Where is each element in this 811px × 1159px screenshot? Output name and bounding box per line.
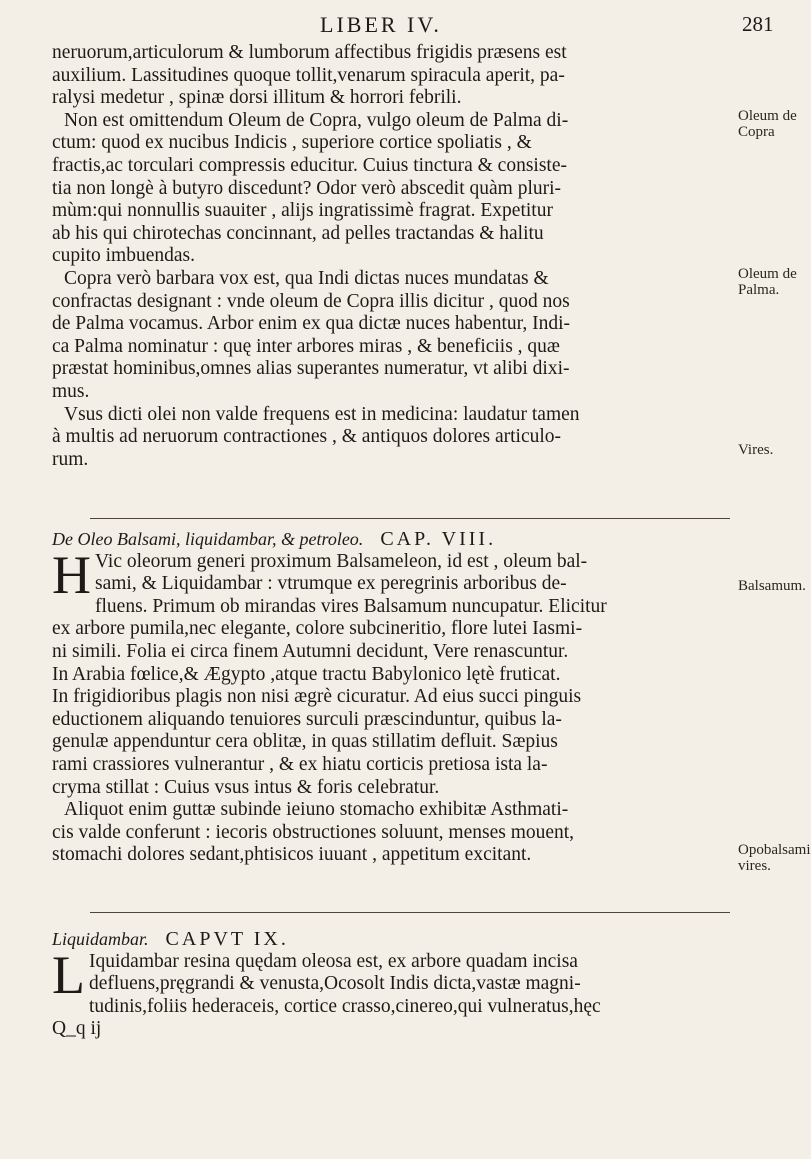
text-line: ralysi medetur , spinæ dorsi illitum & horrori febrili.: [52, 87, 462, 109]
chapter-heading: [52, 928, 732, 951]
text-line: ctum: quod ex nucibus Indicis , superiore cortice spoliatis , &: [52, 132, 532, 154]
text-line: Aliquot enim guttæ subinde ieiuno stomacho exhibitæ Asthmati-: [64, 799, 569, 821]
text-line: genulæ appenduntur cera oblitæ, in quas stillatim defluit. Sæpius: [52, 731, 558, 753]
running-head: LIBER IV.: [320, 12, 442, 37]
text-line: stomachi dolores sedant,phtisicos iuuant , appetitum excitant.: [52, 844, 532, 866]
text-line: rami crassiores vulnerantur , & ex hiatu corticis pretiosa ista la-: [52, 753, 548, 775]
drop-initial: H: [52, 544, 91, 605]
text-line: tia non longè à butyro discedunt? Odor verò abscedit quàm pluri-: [52, 177, 562, 199]
chapter-9: [52, 928, 732, 1041]
text-line: ni simili. Folia ei circa finem Autumni decidunt, Vere renascuntur.: [52, 640, 569, 662]
page-number: 281: [742, 12, 774, 36]
text-line: Iquidambar resina quędam oleosa est, ex arbore quadam incisa: [89, 950, 578, 972]
text-line: de Palma vocamus. Arbor enim ex qua dictæ nuces habentur, Indi-: [52, 313, 570, 335]
text-line: Non est omittendum Oleum de Copra, vulgo oleum de Palma di-: [64, 109, 569, 131]
text-line: Vsus dicti olei non valde frequens est in medicina: laudatur tamen: [64, 403, 580, 425]
margin-note-balsamum: Balsamum.: [738, 578, 806, 594]
section-divider: [90, 518, 730, 519]
text-line: In frigidioribus plagis non nisi ægrè cicuratur. Ad eius succi pinguis: [52, 686, 582, 708]
chapter-number: CAPVT IX.: [165, 928, 289, 950]
text-line: cupito imbuendas.: [52, 245, 195, 267]
margin-note-opobalsami: Opobalsami vires.: [738, 842, 811, 874]
text-line: rum.: [52, 448, 89, 470]
text-line: Copra verò barbara vox est, qua Indi dictas nuces mundatas &: [64, 267, 549, 289]
drop-initial: L: [52, 944, 85, 1005]
chapter-title: Liquidambar.: [52, 929, 149, 949]
text-line: ex arbore pumila,nec elegante, colore subcineritio, flore lutei Iasmi-: [52, 618, 583, 640]
text-line: neruorum,articulorum & lumborum affectibus frigidis præsens est: [52, 42, 567, 63]
text-line: sami, & Liquidambar : vtrumque ex peregrinis arboribus de-: [95, 573, 567, 595]
text-line: In Arabia fœlice,& Ægypto ,atque tractu Babylonico lętè fruticat.: [52, 663, 561, 685]
chapter-number: CAP. VIII.: [380, 528, 497, 550]
text-line: cis valde conferunt : iecoris obstructiones soluunt, menses mouent,: [52, 821, 575, 843]
section-oleum-copra: [52, 42, 732, 471]
text-line: ab his qui chirotechas concinnant, ad pelles tractandas & halitu: [52, 222, 544, 244]
page-header: [0, 10, 800, 38]
text-line: à multis ad neruorum contractiones , & antiquos dolores articulo-: [52, 426, 562, 448]
text-line: defluens,pręgrandi & venusta,Ocosolt Indis dicta,vastæ magni-: [89, 973, 581, 995]
text-line: ca Palma nominatur : quę inter arbores miras , & beneficiis , quæ: [52, 335, 560, 357]
chapter-heading: [52, 528, 732, 551]
text-line: tudinis,foliis hederaceis, cortice crasso,cinereo,qui vulneratus,hęc: [89, 995, 601, 1017]
margin-note-vires: Vires.: [738, 442, 774, 458]
text-line: cryma stillat : Cuius vsus intus & foris celebratur.: [52, 776, 440, 798]
chapter-title: De Oleo Balsami, liquidambar, & petroleo.: [52, 529, 364, 549]
margin-note-oleum-de-copra: Oleum de Copra: [738, 108, 797, 140]
signature-mark: Q_q ij: [52, 1018, 102, 1040]
chapter-8: [52, 528, 732, 867]
text-line: Vic oleorum generi proximum Balsameleon, id est , oleum bal-: [95, 550, 588, 572]
text-line: fractis,ac torculari compressis educitur. Cuius tinctura & consiste-: [52, 154, 567, 176]
margin-note-oleum-de-palma: Oleum de Palma.: [738, 266, 797, 298]
section-divider: [90, 912, 730, 913]
text-line: mus.: [52, 380, 90, 402]
text-line: præstat hominibus,omnes alias superantes numeratur, vt alibi dixi-: [52, 358, 570, 380]
text-line: mùm:qui nonnullis suauiter , alijs ingratissimè fragrat. Expetitur: [52, 200, 553, 222]
text-line: confractas designant : vnde oleum de Copra illis dicitur , quod nos: [52, 290, 570, 312]
text-line: auxilium. Lassitudines quoque tollit,venarum spiracula aperit, pa-: [52, 64, 565, 86]
text-line: eductionem aliquando tenuiores surculi præscinduntur, quibus la-: [52, 708, 562, 730]
text-line: fluens. Primum ob mirandas vires Balsamum nuncupatur. Elicitur: [95, 595, 607, 617]
